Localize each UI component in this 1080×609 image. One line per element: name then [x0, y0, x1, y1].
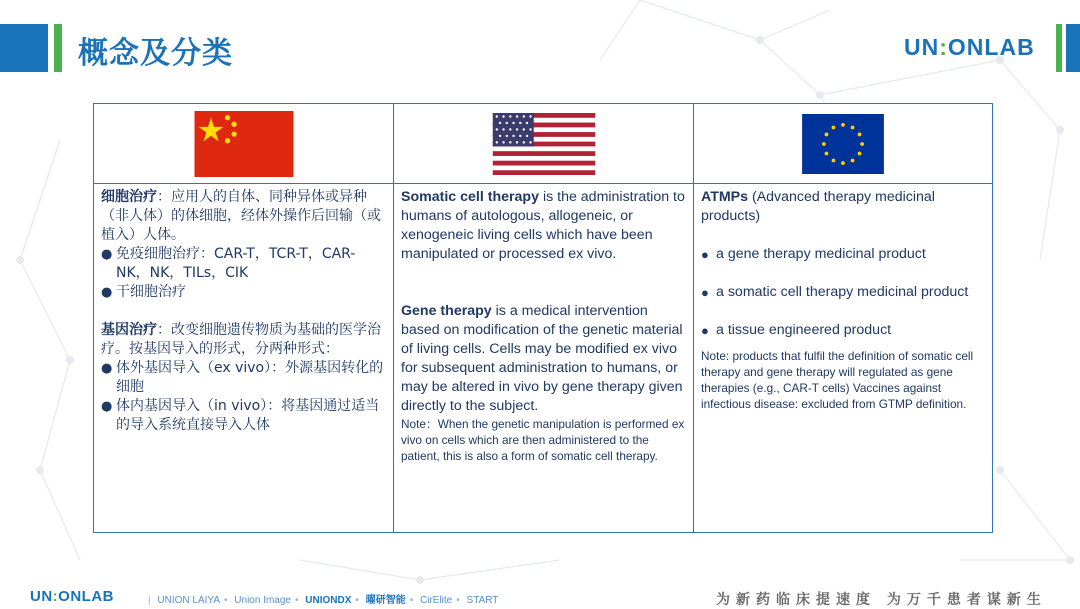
eu-definition-cell — [694, 184, 992, 532]
china-flag-icon — [192, 111, 296, 177]
usa-note: Note：When the genetic manipulation is performed ex vivo on cells which are then administered to the patient, this is also a form of somatic cell therapy. — [401, 417, 685, 463]
usa-gene-therapy-definition: Gene therapy is a medical intervention based on modification of the genetic material of living cells. Cells may be modified ex vivo for subsequent administration to humans, or may be altered in vivo by gene therapy given directly to the subject. — [401, 303, 683, 414]
list-item: ● a tissue engineered product — [701, 321, 985, 340]
unionlab-logo: UN:ONLAB — [904, 34, 1035, 60]
partner-logo: CirElite — [420, 595, 453, 606]
eu-note: Note: products that fulfil the definition of somatic cell therapy and gene therapy will regulated as gene therapies (e.g., CAR-T cells) Vaccines against infectious disease: excluded from GTMP definition. — [701, 349, 974, 411]
list-item: ● 体内基因导入（in vivo）：将基因通过适当的导入系统直接导入人体 — [101, 397, 386, 435]
footer — [0, 583, 1080, 608]
partner-logo: UNIONDX — [305, 595, 352, 606]
partner-logo: 曜研智能 — [365, 595, 406, 606]
list-item: ● a somatic cell therapy medicinal product — [701, 283, 985, 302]
flag-cell-eu — [694, 104, 992, 184]
china-cell-therapy-term: 细胞治疗 — [101, 189, 157, 205]
list-item: ● 干细胞治疗 — [101, 283, 386, 302]
partner-logo: START — [466, 595, 499, 606]
usa-definition-cell — [394, 184, 694, 532]
flag-cell-china — [94, 104, 394, 184]
flag-cell-usa — [394, 104, 694, 184]
comparison-table — [93, 103, 993, 533]
usa-cell-therapy-definition: Somatic cell therapy is the administration to humans of autologous, allogeneic, or xenogeneic living cells which have been manipulated or processed ex vivo. — [401, 189, 685, 262]
page-title: 概念及分类 — [78, 36, 233, 71]
header-accent-bar — [54, 24, 62, 72]
partner-logo: UNION LAIYA — [157, 595, 220, 606]
partner-logo: Union Image — [234, 595, 291, 606]
eu-atmp-term: ATMPs — [701, 189, 749, 205]
list-item: ● 体外基因导入（ex vivo）：外源基因转化的细胞 — [101, 359, 386, 397]
china-gene-therapy-term: 基因治疗 — [101, 322, 157, 338]
china-definition-cell — [94, 184, 394, 532]
footer-unionlab-logo: UN:ONLAB — [30, 588, 114, 605]
usa-flag-icon — [492, 113, 596, 175]
china-cell-therapy-definition: 细胞治疗：应用人的自体、同种异体或异种（非人体）的体细胞，经体外操作后回输（或植入）人体。 — [101, 189, 381, 243]
eu-flag-icon — [802, 114, 884, 174]
list-item: ● 免疫细胞治疗：CAR-T，TCR-T，CAR-NK，NK，TILs，CIK — [101, 245, 386, 283]
china-gene-therapy-definition: 基因治疗：改变细胞遗传物质为基础的医学治疗。按基因导入的形式，分两种形式： — [101, 322, 381, 357]
partner-logos: | UNION LAIYA • Union Image • UNIONDX • 曜研智能 • CirElite • START — [148, 595, 499, 606]
usa-gene-therapy-term: Gene therapy — [401, 303, 492, 319]
footer-slogan: 为新药临床提速度 为万千患者谋新生 — [716, 592, 1047, 608]
header-accent-bar — [1056, 24, 1062, 72]
usa-cell-therapy-term: Somatic cell therapy — [401, 189, 539, 205]
header-accent-bar — [1066, 24, 1080, 72]
header-accent-bar — [0, 24, 48, 72]
eu-atmp-definition: ATMPs (Advanced therapy medicinal products) — [701, 189, 935, 224]
list-item: ● a gene therapy medicinal product — [701, 245, 985, 264]
